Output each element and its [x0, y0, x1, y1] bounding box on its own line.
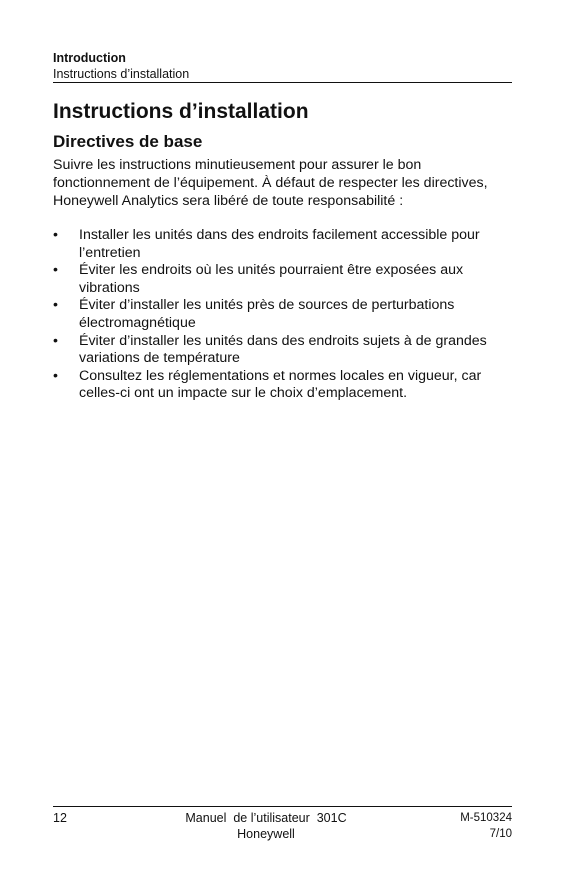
list-item-text: Éviter d’installer les unités près de sources de perturbations électromagnétique: [79, 297, 455, 331]
bullet-icon: •: [53, 262, 58, 279]
list-item: [53, 262, 513, 297]
intro-paragraph: Suivre les instructions minutieusement pour assurer le bon fonctionnement de l’équipement. À défaut de respecter les directives, Honeywell Analytics sera libéré de toute responsabilité :: [53, 157, 488, 209]
bullet-icon: •: [53, 332, 58, 349]
list-item: [53, 227, 513, 262]
page-header: [53, 50, 512, 82]
footer-center: [166, 810, 366, 842]
list-item-text: Installer les unités dans des endroits facilement accessible pour l’entretien: [79, 227, 480, 261]
section-subtitle: Directives de base: [53, 132, 203, 151]
list-item: [53, 368, 513, 403]
guideline-list: [53, 227, 513, 403]
list-item-text: Éviter d’installer les unités dans des endroits sujets à de grandes variations de température: [79, 332, 487, 367]
page-number: 12: [53, 811, 67, 825]
header-subsection: Instructions d’installation: [53, 67, 190, 81]
list-item: [53, 297, 513, 332]
bullet-icon: •: [53, 297, 58, 314]
list-item: [53, 333, 513, 368]
revision-date: 7/10: [489, 828, 512, 840]
footer-divider: [53, 806, 512, 807]
footer-right: [460, 810, 512, 842]
list-item-text: Consultez les réglementations et normes locales en vigueur, car celles-ci ont un impacte sur le choix d’emplacement.: [79, 367, 482, 402]
bullet-icon: •: [53, 227, 58, 243]
list-item-text: Éviter les endroits où les unités pourraient être exposées aux vibrations: [79, 262, 464, 296]
manual-title: Manuel de l’utilisateur 301C: [185, 811, 347, 825]
company-name: Honeywell: [237, 827, 295, 841]
document-number: M-510324: [460, 812, 512, 824]
header-divider: [53, 82, 512, 83]
page-title: Instructions d’installation: [53, 100, 309, 123]
bullet-icon: •: [53, 367, 58, 384]
header-section: Introduction: [53, 51, 126, 65]
